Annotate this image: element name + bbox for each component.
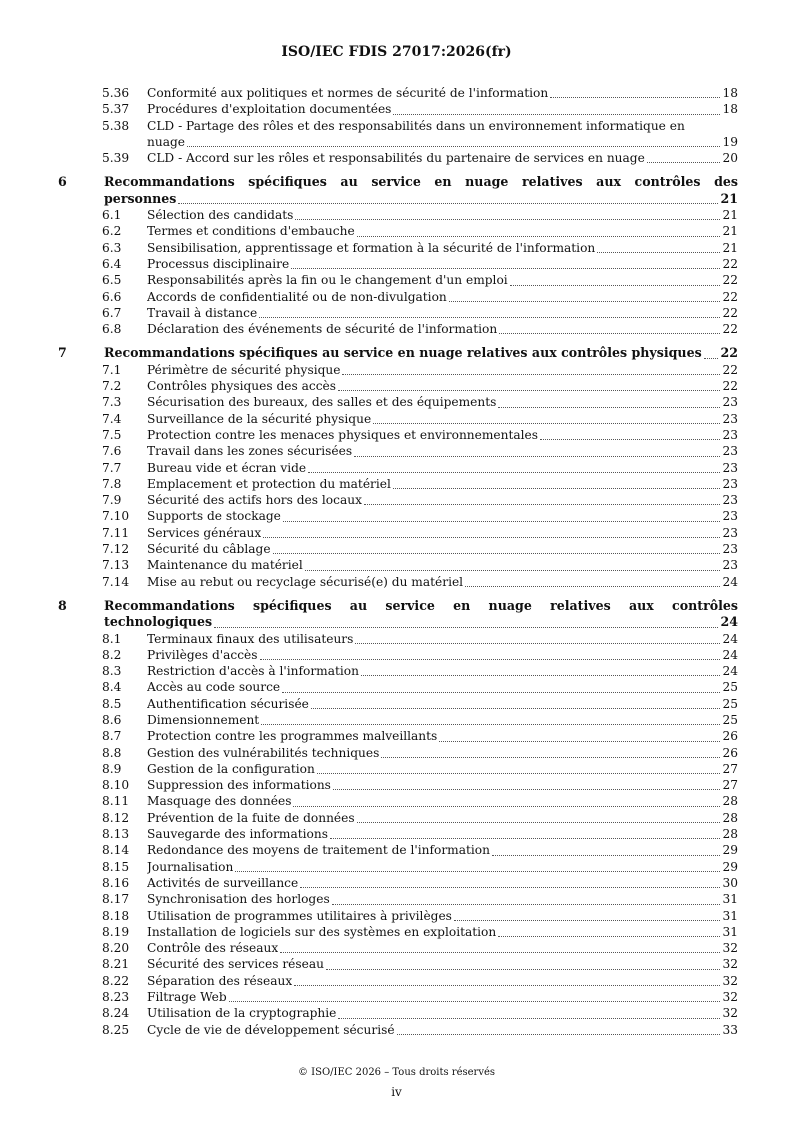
toc-entry-title: Protection contre les menaces physiques et environnementales <box>147 427 538 442</box>
leader-dots <box>540 439 720 440</box>
leader-dots <box>647 162 720 163</box>
leader-dots <box>187 146 720 147</box>
toc-entry-8-7[interactable] <box>58 728 738 744</box>
toc-entry-page: 23 <box>722 493 738 508</box>
toc-entry-8-21[interactable] <box>58 956 738 972</box>
toc-entry-8-24[interactable] <box>58 1005 738 1021</box>
toc-entry-page: 25 <box>722 696 738 711</box>
toc-section-8[interactable] <box>58 598 738 631</box>
toc-entry-title: Accès au code source <box>147 680 281 695</box>
leader-dots <box>393 114 720 115</box>
toc-entry-title: Gestion des vulnérabilités techniques <box>147 745 380 760</box>
toc-entry-page: 22 <box>722 379 738 394</box>
toc-entry-number: 7.9 <box>102 493 122 508</box>
toc-entry-title: Redondance des moyens de traitement de l'information <box>147 843 490 858</box>
toc-entry-page: 24 <box>722 647 738 662</box>
toc-entry-6-8[interactable] <box>58 321 738 337</box>
toc-entry-page: 22 <box>722 256 738 271</box>
toc-entry-title: Bureau vide et écran vide <box>147 460 307 475</box>
toc-entry-title: Séparation des réseaux <box>147 973 293 988</box>
toc-entry-page: 18 <box>722 86 738 100</box>
leader-dots <box>397 1034 720 1035</box>
toc-entry-number: 7.2 <box>102 379 122 394</box>
toc-entry-page: 24 <box>722 664 738 679</box>
toc-section-title: Recommandations spécifiques au service en nuage relatives aux contrôles physiques <box>104 345 702 361</box>
toc-entry-page: 22 <box>722 289 738 304</box>
toc-entry-number: 7.10 <box>102 509 130 524</box>
toc-entry-number: 7.3 <box>102 395 122 410</box>
toc-entry-page: 31 <box>722 908 738 923</box>
leader-dots <box>317 773 720 774</box>
toc-entry-8-25[interactable] <box>58 1022 738 1038</box>
toc-entry-8-19[interactable] <box>58 924 738 940</box>
toc-entry-number: 8.25 <box>102 1022 130 1037</box>
toc-entry-number: 5.39 <box>102 151 130 166</box>
toc-entry-title: Utilisation de programmes utilitaires à privilèges <box>147 908 452 923</box>
toc-entry-title: Prévention de la fuite de données <box>147 810 355 825</box>
toc-entry-7-14[interactable] <box>58 574 738 590</box>
toc-entry-number: 7.13 <box>102 558 130 573</box>
page-number: iv <box>391 1085 402 1099</box>
leader-dots <box>364 504 720 505</box>
toc-entry-8-13[interactable] <box>58 826 738 842</box>
leader-dots <box>291 268 720 269</box>
toc-entry-title: Suppression des informations <box>147 778 331 793</box>
toc-entry-page: 23 <box>722 460 738 475</box>
toc-entry-number: 8.1 <box>102 631 122 646</box>
toc-entry-page: 32 <box>722 990 738 1005</box>
toc-entry-title: Sélection des candidats <box>147 208 294 223</box>
toc-entry-number: 8.17 <box>102 892 130 907</box>
toc-entry-number: 8.18 <box>102 908 130 923</box>
leader-dots <box>293 806 720 807</box>
toc-entry-8-10[interactable] <box>58 777 738 793</box>
toc-entry-number: 8.10 <box>102 778 130 793</box>
leader-dots <box>454 920 720 921</box>
toc-entry-6-7[interactable] <box>58 305 738 321</box>
toc-entry-number: 8.3 <box>102 664 122 679</box>
toc-entry-8-3[interactable] <box>58 663 738 679</box>
toc-entry-6-4[interactable] <box>58 256 738 272</box>
toc-entry-page: 25 <box>722 680 738 695</box>
toc-entry-page: 29 <box>722 859 738 874</box>
toc-section-8-items <box>58 631 738 1038</box>
toc-entry-title: Déclaration des événements de sécurité de l'information <box>147 322 498 337</box>
toc-entry-title: Sécurité des services réseau <box>147 957 324 972</box>
toc-entry-number: 8.8 <box>102 745 122 760</box>
toc-entry-page: 21 <box>722 208 738 223</box>
toc-entry-number: 7.12 <box>102 542 130 557</box>
toc-entry-title: Sauvegarde des informations <box>147 827 328 842</box>
toc-entry-5-38[interactable] <box>58 118 738 151</box>
leader-dots <box>381 757 720 758</box>
toc-entry-number: 7.4 <box>102 411 122 426</box>
toc-entry-number: 8.20 <box>102 941 130 956</box>
leader-dots <box>305 570 720 571</box>
toc-entry-page: 22 <box>722 305 738 320</box>
toc-entry-8-4[interactable] <box>58 679 738 695</box>
toc-entry-page: 33 <box>722 1022 738 1037</box>
leader-dots <box>214 627 718 628</box>
toc-entry-title: Travail à distance <box>147 305 258 320</box>
toc-section-title-line2: technologiques <box>104 614 213 630</box>
leader-dots <box>332 904 720 905</box>
toc-entry-page: 18 <box>722 102 738 117</box>
toc-entry-number: 8.2 <box>102 647 122 662</box>
toc-entry-number: 8.22 <box>102 973 130 988</box>
toc-entry-title: Mise au rebut ou recyclage sécurisé(e) du matériel <box>147 574 464 589</box>
toc-entry-8-9[interactable] <box>58 761 738 777</box>
toc-entry-7-5[interactable] <box>58 427 738 443</box>
toc-entry-title-line1: CLD - Partage des rôles et des responsabilités dans un environnement informatique en <box>147 118 685 133</box>
leader-dots <box>361 675 720 676</box>
toc-entry-number: 6.1 <box>102 208 122 223</box>
toc-entry-8-16[interactable] <box>58 875 738 891</box>
toc-entry-number: 8.5 <box>102 696 122 711</box>
toc-entry-number: 6.8 <box>102 322 122 337</box>
toc-entry-title: Accords de confidentialité ou de non-divulgation <box>147 289 447 304</box>
leader-dots <box>550 97 720 98</box>
toc-entry-page: 23 <box>722 558 738 573</box>
toc-section-number: 8 <box>58 597 67 613</box>
leader-dots <box>354 456 720 457</box>
toc-entry-page: 28 <box>722 827 738 842</box>
toc-entry-7-10[interactable] <box>58 508 738 524</box>
toc-entry-page: 32 <box>722 941 738 956</box>
toc-entry-7-12[interactable] <box>58 541 738 557</box>
toc-entry-title: CLD - Accord sur les rôles et responsabilités du partenaire de services en nuage <box>147 151 645 166</box>
leader-dots <box>704 358 719 359</box>
leader-dots <box>338 1018 720 1019</box>
toc-entry-number: 5.36 <box>102 86 130 100</box>
toc-entry-title: Activités de surveillance <box>147 875 299 890</box>
toc-entry-title: Maintenance du matériel <box>147 558 303 573</box>
toc-entry-8-22[interactable] <box>58 973 738 989</box>
toc-section-6-items <box>58 207 738 337</box>
leader-dots <box>294 985 720 986</box>
toc-entry-page: 32 <box>722 1006 738 1021</box>
leader-dots <box>300 887 720 888</box>
toc-entry-8-17[interactable] <box>58 891 738 907</box>
leader-dots <box>465 586 720 587</box>
toc-entry-title: Restriction d'accès à l'information <box>147 664 359 679</box>
toc-entry-number: 8.15 <box>102 859 130 874</box>
toc-entry-page: 28 <box>722 794 738 809</box>
toc-entry-8-20[interactable] <box>58 940 738 956</box>
toc-entry-number: 6.4 <box>102 256 122 271</box>
toc-section-title-line1: Recommandations spécifiques au service en nuage relatives aux contrôles des <box>104 174 738 190</box>
toc-entry-title: Périmètre de sécurité physique <box>147 362 341 377</box>
toc-entry-title: Dimensionnement <box>147 712 260 727</box>
toc-entry-6-2[interactable] <box>58 223 738 239</box>
toc-entry-page: 25 <box>722 712 738 727</box>
toc-entry-7-3[interactable] <box>58 394 738 410</box>
leader-dots <box>373 423 720 424</box>
toc-entry-page: 24 <box>722 574 738 589</box>
toc-entry-number: 7.6 <box>102 444 122 459</box>
toc-entry-page: 23 <box>722 411 738 426</box>
toc-entry-8-2[interactable] <box>58 647 738 663</box>
leader-dots <box>492 855 720 856</box>
toc-entry-page: 29 <box>722 843 738 858</box>
toc-entry-title: Cycle de vie de développement sécurisé <box>147 1022 395 1037</box>
toc-entry-7-6[interactable] <box>58 443 738 459</box>
toc-entry-page: 23 <box>722 395 738 410</box>
toc-entry-7-1[interactable] <box>58 362 738 378</box>
leader-dots <box>439 741 720 742</box>
leader-dots <box>326 969 720 970</box>
toc-entry-title: Synchronisation des horloges <box>147 892 330 907</box>
toc-entry-number: 8.11 <box>102 794 130 809</box>
toc-entry-number: 7.11 <box>102 525 130 540</box>
document-header: ISO/IEC FDIS 27017:2026(fr) <box>281 44 512 60</box>
leader-dots <box>235 871 720 872</box>
toc-section-number: 6 <box>58 174 67 190</box>
toc-section-7[interactable] <box>58 345 738 361</box>
toc-entry-page: 23 <box>722 444 738 459</box>
toc-entry-page: 31 <box>722 924 738 939</box>
toc-entry-page: 30 <box>722 875 738 890</box>
toc-entry-page: 21 <box>722 224 738 239</box>
leader-dots <box>355 643 720 644</box>
toc-entry-8-11[interactable] <box>58 793 738 809</box>
toc-entry-number: 7.5 <box>102 427 122 442</box>
table-of-contents <box>58 85 738 1038</box>
toc-entry-page: 23 <box>722 476 738 491</box>
toc-entry-8-15[interactable] <box>58 859 738 875</box>
leader-dots <box>333 789 720 790</box>
leader-dots <box>263 537 720 538</box>
toc-entry-page: 22 <box>722 362 738 377</box>
toc-entry-7-8[interactable] <box>58 476 738 492</box>
toc-entry-8-23[interactable] <box>58 989 738 1005</box>
toc-entry-number: 8.6 <box>102 712 122 727</box>
toc-entry-6-5[interactable] <box>58 272 738 288</box>
toc-entry-page: 20 <box>722 151 738 166</box>
toc-entry-title: Contrôle des réseaux <box>147 941 279 956</box>
leader-dots <box>499 333 720 334</box>
toc-entry-number: 7.14 <box>102 574 130 589</box>
toc-entry-8-5[interactable] <box>58 696 738 712</box>
toc-entry-number: 8.13 <box>102 827 130 842</box>
leader-dots <box>597 252 720 253</box>
toc-entry-title: Procédures d'exploitation documentées <box>147 102 392 117</box>
toc-entry-title: Termes et conditions d'embauche <box>147 224 355 239</box>
toc-entry-7-13[interactable] <box>58 557 738 573</box>
toc-entry-page: 26 <box>722 729 738 744</box>
toc-entry-5-37[interactable] <box>58 101 738 117</box>
toc-entry-number: 8.16 <box>102 875 130 890</box>
toc-entry-title: Journalisation <box>147 859 234 874</box>
leader-dots <box>357 822 720 823</box>
leader-dots <box>498 407 720 408</box>
toc-entry-title: Sécurisation des bureaux, des salles et des équipements <box>147 395 497 410</box>
toc-entry-page: 27 <box>722 778 738 793</box>
toc-entry-5-36[interactable] <box>58 85 738 101</box>
toc-entry-page: 32 <box>722 973 738 988</box>
toc-entry-5-39[interactable] <box>58 150 738 166</box>
toc-entry-page: 19 <box>722 134 738 149</box>
toc-entry-title: Travail dans les zones sécurisées <box>147 444 353 459</box>
toc-entry-number: 7.7 <box>102 460 122 475</box>
toc-entry-title: Installation de logiciels sur des systèmes en exploitation <box>147 924 497 939</box>
toc-entry-7-9[interactable] <box>58 492 738 508</box>
toc-entry-title: Emplacement et protection du matériel <box>147 476 391 491</box>
toc-entry-title: Utilisation de la cryptographie <box>147 1006 337 1021</box>
toc-entry-8-14[interactable] <box>58 842 738 858</box>
leader-dots <box>357 236 720 237</box>
toc-entry-number: 6.2 <box>102 224 122 239</box>
toc-entry-number: 5.38 <box>102 118 130 133</box>
toc-entry-number: 8.23 <box>102 990 130 1005</box>
toc-entry-title: Masquage des données <box>147 794 292 809</box>
toc-entry-number: 6.7 <box>102 305 122 320</box>
leader-dots <box>229 1001 720 1002</box>
toc-entry-title: Terminaux finaux des utilisateurs <box>147 631 354 646</box>
leader-dots <box>338 390 720 391</box>
toc-entry-number: 7.1 <box>102 362 122 377</box>
toc-entry-title: Processus disciplinaire <box>147 256 290 271</box>
toc-entry-page: 23 <box>722 542 738 557</box>
leader-dots <box>330 838 720 839</box>
toc-entry-title: Privilèges d'accès <box>147 647 258 662</box>
toc-entry-number: 8.14 <box>102 843 130 858</box>
toc-entry-page: 28 <box>722 810 738 825</box>
toc-entry-page: 22 <box>722 273 738 288</box>
toc-entry-number: 8.19 <box>102 924 130 939</box>
toc-entry-title: Filtrage Web <box>147 990 227 1005</box>
toc-entry-8-18[interactable] <box>58 908 738 924</box>
toc-entry-page: 22 <box>722 322 738 337</box>
toc-section-6[interactable] <box>58 174 738 207</box>
toc-entry-page: 32 <box>722 957 738 972</box>
toc-entry-page: 31 <box>722 892 738 907</box>
leader-dots <box>498 936 720 937</box>
leader-dots <box>308 472 720 473</box>
toc-entry-7-4[interactable] <box>58 411 738 427</box>
toc-section-page: 22 <box>720 345 738 361</box>
leader-dots <box>273 553 720 554</box>
toc-entry-6-1[interactable] <box>58 207 738 223</box>
toc-entry-page: 23 <box>722 509 738 524</box>
toc-entry-7-2[interactable] <box>58 378 738 394</box>
toc-entry-7-7[interactable] <box>58 460 738 476</box>
leader-dots <box>393 488 720 489</box>
toc-entry-number: 6.6 <box>102 289 122 304</box>
toc-entry-title: Gestion de la configuration <box>147 761 315 776</box>
toc-entry-title: Sécurité des actifs hors des locaux <box>147 493 362 508</box>
leader-dots <box>342 374 720 375</box>
toc-section-7-items <box>58 362 738 590</box>
toc-entry-6-3[interactable] <box>58 240 738 256</box>
toc-entry-title: Sensibilisation, apprentissage et formation à la sécurité de l'information <box>147 240 596 255</box>
toc-entry-number: 8.24 <box>102 1006 130 1021</box>
toc-entry-number: 7.8 <box>102 476 122 491</box>
leader-dots <box>510 285 720 286</box>
toc-entry-number: 8.21 <box>102 957 130 972</box>
toc-entry-page: 21 <box>722 240 738 255</box>
toc-entry-number: 6.3 <box>102 240 122 255</box>
toc-entry-number: 8.4 <box>102 680 122 695</box>
toc-entry-number: 6.5 <box>102 273 122 288</box>
leader-dots <box>260 659 721 660</box>
leader-dots <box>282 692 720 693</box>
toc-entry-page: 23 <box>722 427 738 442</box>
toc-entry-title: Responsabilités après la fin ou le changement d'un emploi <box>147 273 508 288</box>
toc-entry-number: 8.12 <box>102 810 130 825</box>
leader-dots <box>178 203 718 204</box>
toc-entry-number: 8.7 <box>102 729 122 744</box>
toc-entry-title: Surveillance de la sécurité physique <box>147 411 372 426</box>
leader-dots <box>295 219 720 220</box>
leader-dots <box>283 521 720 522</box>
leader-dots <box>311 708 720 709</box>
toc-entry-title: Protection contre les programmes malveillants <box>147 729 438 744</box>
toc-entry-number: 8.9 <box>102 761 122 776</box>
toc-entry-8-1[interactable] <box>58 631 738 647</box>
toc-section-page: 21 <box>720 190 738 206</box>
toc-entry-page: 23 <box>722 525 738 540</box>
toc-entry-title-line2: nuage <box>147 134 185 149</box>
leader-dots <box>280 952 720 953</box>
toc-entry-page: 24 <box>722 631 738 646</box>
toc-section-title-line1: Recommandations spécifiques au service en nuage relatives aux contrôles <box>104 597 738 613</box>
copyright-notice: © ISO/IEC 2026 – Tous droits réservés <box>297 1067 496 1078</box>
toc-section-number: 7 <box>58 345 67 361</box>
toc-entry-title: Conformité aux politiques et normes de sécurité de l'information <box>147 86 549 100</box>
toc-section-page: 24 <box>720 614 738 630</box>
toc-entry-7-11[interactable] <box>58 525 738 541</box>
toc-entry-title: Supports de stockage <box>147 509 281 524</box>
leader-dots <box>261 724 720 725</box>
toc-entry-8-8[interactable] <box>58 745 738 761</box>
toc-entry-title: Authentification sécurisée <box>147 696 309 711</box>
toc-entry-8-12[interactable] <box>58 810 738 826</box>
toc-entry-page: 26 <box>722 745 738 760</box>
toc-entry-6-6[interactable] <box>58 289 738 305</box>
toc-entry-title: Sécurité du câblage <box>147 542 271 557</box>
toc-entry-page: 27 <box>722 761 738 776</box>
toc-entry-number: 5.37 <box>102 102 130 117</box>
toc-entry-title: Contrôles physiques des accès <box>147 379 337 394</box>
toc-section-title-line2: personnes <box>104 190 177 206</box>
leader-dots <box>449 301 720 302</box>
toc-entry-title: Services généraux <box>147 525 262 540</box>
toc-entry-8-6[interactable] <box>58 712 738 728</box>
leader-dots <box>259 317 720 318</box>
